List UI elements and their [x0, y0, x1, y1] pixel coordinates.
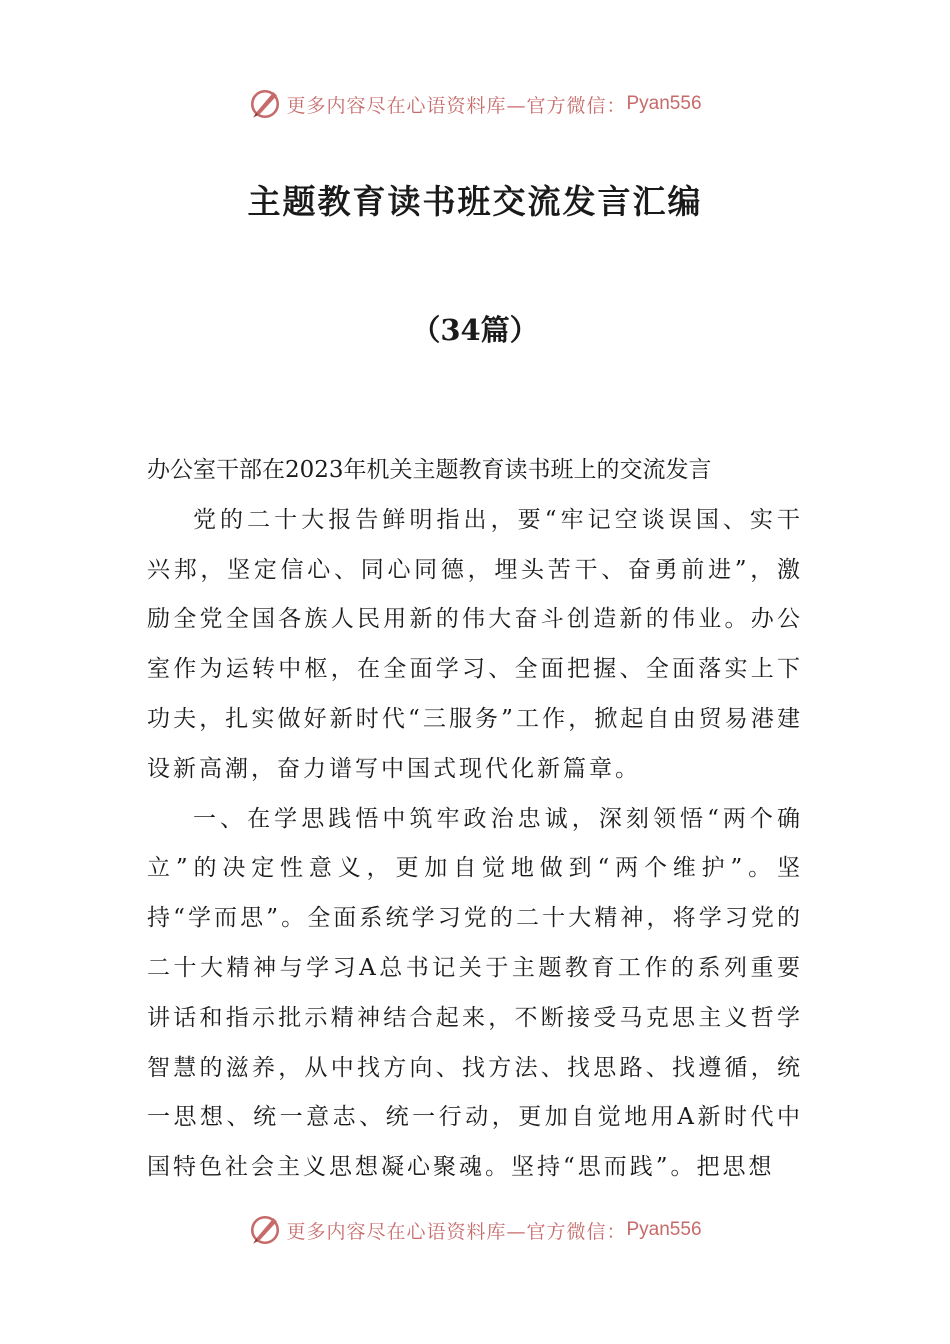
- document-subtitle: （34篇）: [411, 313, 539, 347]
- watermark-handle: Pyan556: [626, 93, 702, 114]
- watermark-text: 更多内容尽在心语资料库—官方微信：: [286, 94, 627, 117]
- watermark-top: [0, 84, 950, 124]
- document-title: 主题教育读书班交流发言汇编: [247, 182, 703, 221]
- pen-logo-icon: [248, 1213, 282, 1247]
- paragraph-1: 党的二十大报告鲜明指出，要“牢记空谈误国、实干兴邦，坚定信心、同心同德，埋头苦干、奋勇前进”，激励全党全国各族人民用新的伟大奋斗创造新的伟业。办公室作为运转中枢，在全面学习、全面把握、全面落实上下功夫，扎实做好新时代“三服务”工作，掀起自由贸易港建设新高潮，奋力谱写中国式现代化新篇章。: [147, 506, 803, 782]
- watermark-text: 更多内容尽在心语资料库—官方微信：: [286, 1220, 627, 1243]
- paragraph-2: 一、在学思践悟中筑牢政治忠诚，深刻领悟“两个确立”的决定性意义，更加自觉地做到“两个维护”。坚持“学而思”。全面系统学习党的二十大精神，将学习党的二十大精神与学习A总书记关于主题教育工作的系列重要讲话和指示批示精神结合起来，不断接受马克思主义哲学智慧的滋养，从中找方向、找方法、找思路、找遵循，统一思想、统一意志、统一行动，更加自觉地用A新时代中国特色社会主义思想凝心聚魂。坚持“思而践”。把思想: [147, 805, 803, 1181]
- document-body: [147, 446, 803, 1193]
- pen-logo-icon: [248, 87, 282, 121]
- watermark-bottom: [0, 1210, 950, 1250]
- article-heading: 办公室干部在2023年机关主题教育读书班上的交流发言: [147, 457, 712, 483]
- watermark-handle: Pyan556: [626, 1219, 702, 1240]
